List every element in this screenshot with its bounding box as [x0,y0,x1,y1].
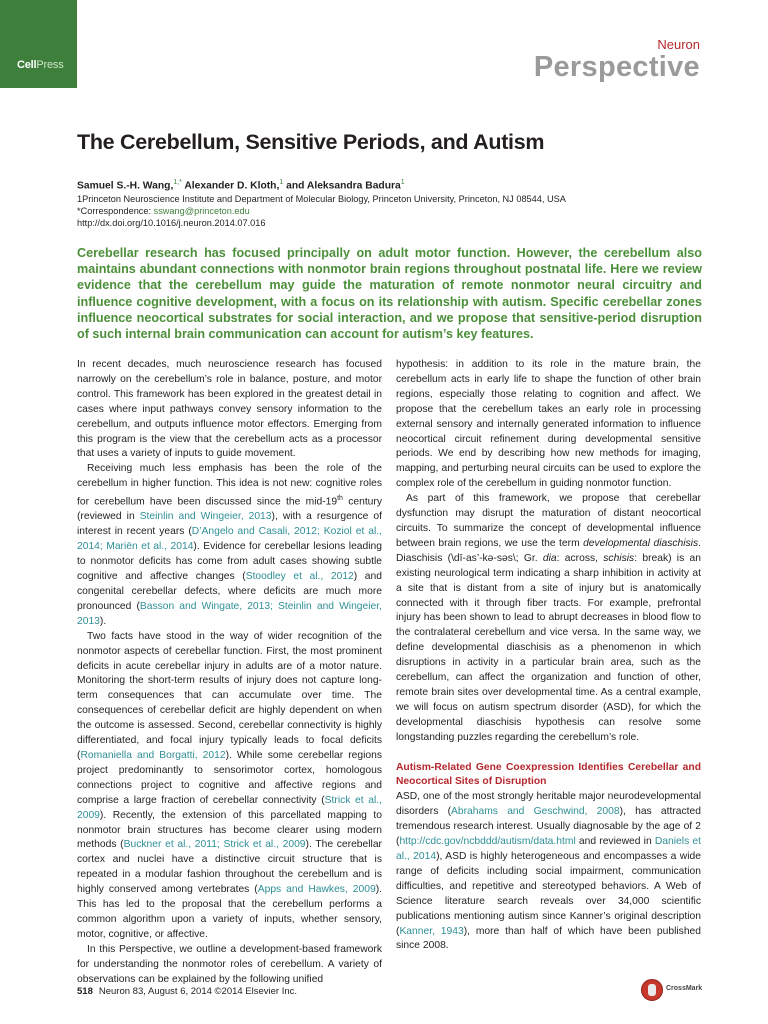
citation-link[interactable]: Strick et al., 2009 [77,794,382,821]
cellpress-logo: CellPress [17,59,64,71]
citation-link[interactable]: Abrahams and Geschwind, 2008 [451,806,620,818]
paragraph: In this Perspective, we outline a development-based framework for understanding the nonmotor roles of cerebellum. A variety of observations can be explained by the following unified [77,943,382,985]
journal-name: Neuron [657,37,700,52]
url-link[interactable]: http://cdc.gov/ncbddd/autism/data.html [399,836,576,848]
section-label: Perspective [533,51,700,83]
right-column [396,358,701,954]
crossmark-label: CrossMark [666,985,703,992]
affiliation: 1Princeton Neuroscience Institute and Department of Molecular Biology, Princeton University, Princeton, NJ 08544, USA [77,194,566,204]
author-list: Samuel S.-H. Wang,$^{1,*}$ Alexander D. Kloth,$^1$ and Aleksandra Badura$^1$ [77,179,405,192]
correspondence: *Correspondence: sswang@princeton.edu [77,206,250,216]
crossmark-badge[interactable] [641,978,703,1004]
citation-link[interactable]: Basson and Wingate, 2013; Steinlin and Wingeier, 2013 [77,600,382,627]
doi-link[interactable]: http://dx.doi.org/10.1016/j.neuron.2014.07.016 [77,218,266,228]
citation-link[interactable]: Stoodley et al., 2012 [245,571,354,583]
abstract: Cerebellar research has focused principally on adult motor function. However, the cerebellum also maintains abundant connections with nonmotor brain regions throughout postnatal life. Here we review evidence that the cerebellum may guide the maturation of remote nonmotor neural circuitry and influence cognitive development, with a focus on its relationship with autism. Specific cerebellar zones influence neocortical substrates for social interaction, and we propose that sensitive-period disruption of such internal brain communication can account for autism’s key features. [77,246,702,342]
section-heading: Autism-Related Gene Coexpression Identifies Cerebellar and Neocortical Sites of Disruption [396,761,701,788]
paragraph: As part of this framework, we propose that cerebellar dysfunction may disrupt the maturation of distant neocortical circuits. To summarize the concept of developmental influence between brain regions, we use the term developmental diaschisis. Diaschisis (\dī-as’-kə-səs\; Gr. dia: across, schisis: break) is an existing neurological term indicating a sharp inhibition in activity at a site that is distant from a site of injury but is anatomically connected with it through fiber tracts. For example, prefrontal injury has been shown to lead to abrupt decreases in blood flow to the contralateral cerebellum and vice versa. In the same way, we define developmental diaschisis as a phenomenon in which disruptions in activity in a particular brain area, such as the cerebellum, can affect the organization and function of other, remote brain sites over developmental time. As a central example, we will focus on autism spectrum disorder (ASD), for which the developmental diaschisis hypothesis can resolve some longstanding puzzles regarding the cerebellum’s role. [396,493,701,743]
article-title: The Cerebellum, Sensitive Periods, and Autism [77,130,545,154]
citation-link[interactable]: Apps and Hawkes, 2009 [257,884,376,896]
left-column [77,358,382,987]
paragraph: In recent decades, much neuroscience research has focused narrowly on the cerebellum’s role in balance, posture, and motor control. This framework has been explored in the greatest detail in cases where input pathways convey sensory information to the cerebellum, and outputs influence motor effectors. Emerging from this program is the view that the cerebellum acts as a processor that uses a variety of inputs to guide movement. [77,359,382,460]
citation-link[interactable]: Romaniella and Borgatti, 2012 [80,749,226,761]
crossmark-icon [641,979,663,1001]
page-number: 518 [77,986,93,997]
citation-link[interactable]: Kanner, 1943 [399,925,464,937]
paragraph: Receiving much less emphasis has been the role of the cerebellum in higher function. This idea is not new: cognitive roles for cerebellum have been discussed since the mid-19th century (reviewed in Steinlin and Wingeier, 2013), with a resurgence of interest in recent years (D’Angelo and Casali, 2012; Koziol et al., 2014; Mariën et al., 2014). Evidence for cerebellar lesions leading to nonmotor deficits has come from adult cases showing subtle cognitive and affective changes (Stoodley et al., 2012) and congenital cerebellar defects, where deficits are much more pronounced (Basson and Wingate, 2013; Steinlin and Wingeier, 2013). [77,463,382,627]
page-footer [77,986,297,997]
journal-citation: Neuron 83, August 6, 2014 ©2014 Elsevier Inc. [98,986,298,997]
citation-link[interactable]: Buckner et al., 2011; Strick et al., 2009 [123,839,306,851]
cellpress-logo-block [0,0,77,88]
citation-link[interactable]: Steinlin and Wingeier, 2013 [139,511,272,523]
paragraph: Two facts have stood in the way of wider recognition of the nonmotor aspects of cerebellar function. First, the most prominent deficits in acute cerebellar injury in adults are of a motor nature. Monitoring the short-term results of injury does not capture long-term consequences that can accumulate over time. The consequences of cerebellar deficit are highly dependent on when the outcome is assessed. Second, cerebellar connectivity is highly differentiated, and focal injury typically leads to focal deficits (Romaniella and Borgatti, 2012). While some cerebellar regions project predominantly to sensorimotor cortex, homologous connections project to cognitive and affective regions and comprise a large fraction of cerebellar connectivity (Strick et al., 2009). Recently, the extension of this parcellated mapping to nonmotor brain structures has become clearer using modern methods (Buckner et al., 2011; Strick et al., 2009). The cerebellar cortex and nuclei have a distinctive circuit structure that is repeated in a modular fashion throughout the cerebellum and is highly conserved among vertebrates (Apps and Hawkes, 2009). This has led to the proposal that the cerebellum performs a common algorithm upon a variety of inputs, whether sensory, motor, cognitive, or affective. [77,630,382,940]
citation-link[interactable]: Daniels et al., 2014 [396,836,701,862]
paragraph: ASD, one of the most strongly heritable major neurodevelopmental disorders (Abrahams and Geschwind, 2008), has attracted tremendous research interest. Usually diagnosable by the age of 2 (http://cdc.gov/ncbddd/autism/data.html and reviewed in Daniels et al., 2014), ASD is highly heterogeneous and encompasses a wide range of deficits including social impairment, communication difficulties, and repetitive and stereotyped behaviors. A Web of Science literature search reveals over 34,000 scientific publications mentioning autism since Kanner’s original description (Kanner, 1943), more than half of which have been published since 2008. [396,791,702,952]
email-link[interactable]: sswang@princeton.edu [153,206,250,216]
paragraph: hypothesis: in addition to its role in the mature brain, the cerebellum acts in early life to shape the function of other brain regions, especially those relating to cognition and affect. We propose that the cerebellum takes an early role in processing external sensory and internally generated information to influence neocortical circuit refinement during developmental sensitive periods. We end by describing how new methods for imaging, mapping, and perturbing neural circuits can be used to explore the complex role of the cerebellum in guiding nonmotor function. [396,359,701,490]
citation-link[interactable]: D’Angelo and Casali, 2012; Koziol et al., 2014; Mariën et al., 2014 [77,526,382,553]
